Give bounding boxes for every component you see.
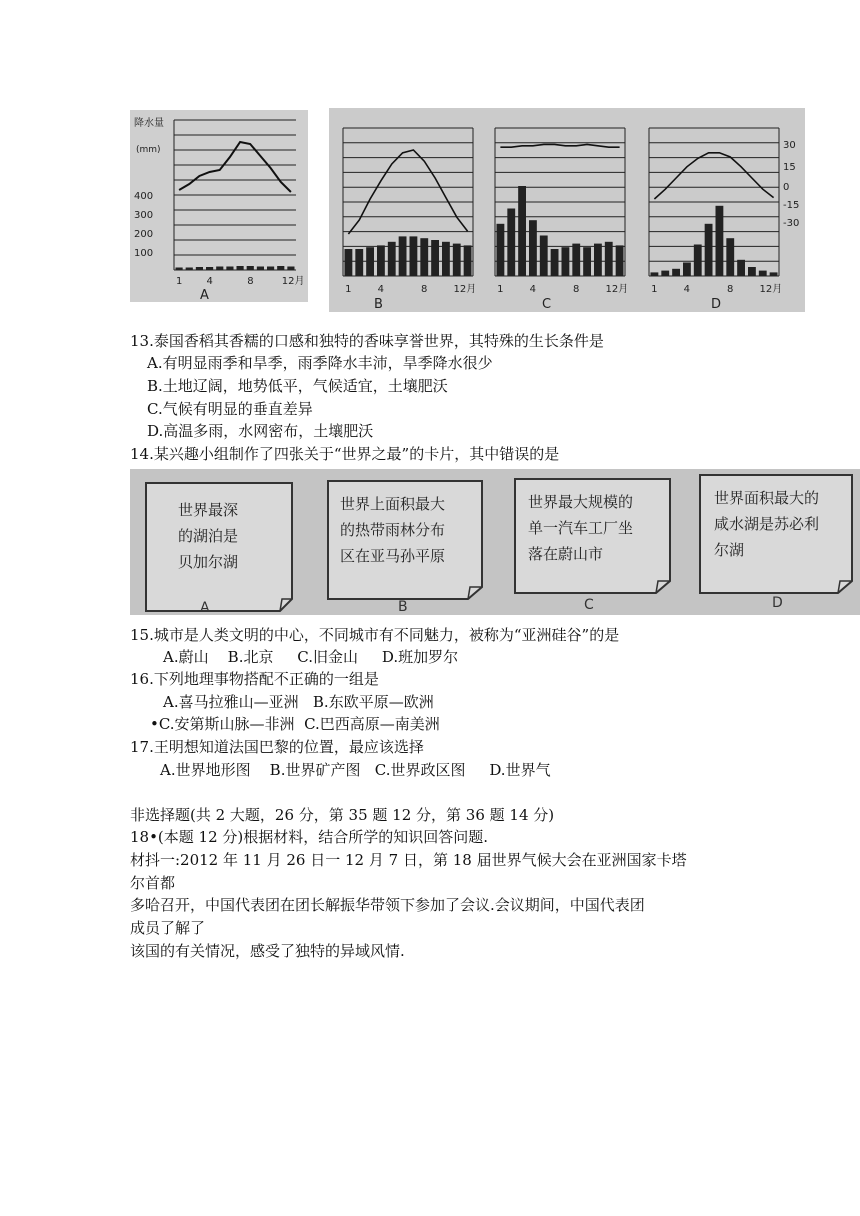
chart-b-precip-bar — [431, 240, 439, 276]
q18-material-line-1: 材抖一:2012 年 11 月 26 日一 12 月 7 日，第 18 届世界气候大会在亚洲国家卡塔 — [130, 851, 687, 869]
chart-d-right-ticks — [783, 140, 799, 229]
chart-d-label: D — [711, 297, 722, 312]
chart-d-precip-bar — [661, 271, 669, 276]
chart-c-precip-bar — [572, 244, 580, 276]
chart-b-precip-bar — [410, 236, 418, 276]
q13-option-a: A.有明显雨季和旱季，雨季降水丰沛，旱季降水很少 — [147, 354, 493, 372]
chart-a-label: A — [200, 288, 209, 302]
chart-d-temp-curve — [654, 153, 773, 199]
chart-d-precip-bar — [759, 271, 767, 276]
chart-d-precip-bar — [737, 260, 745, 276]
q18-stem: 18•(本题 12 分)根据材料，结合所学的知识回答问题. — [130, 828, 489, 846]
climate-chart-bcd — [329, 108, 805, 312]
chart-c-precip-bar — [583, 247, 591, 276]
chart-d-right-tick: 0 — [783, 182, 790, 193]
chart-a-precip-bars — [176, 266, 295, 270]
chart-c-precip-bar — [497, 224, 505, 276]
chart-a-precip-bar — [257, 267, 264, 271]
chart-d-right-tick: -15 — [783, 200, 800, 211]
chart-d-precip-bar — [770, 272, 778, 276]
q16-options-2: •C.安第斯山脉—非洲 C.巴西高原—南美洲 — [150, 715, 440, 733]
chart-a-precip-bar — [247, 266, 254, 270]
chart-d-right-tick: 15 — [783, 162, 796, 173]
card-d-line-1: 世界面积最大的 — [714, 489, 820, 507]
chart-a-precip-bar — [267, 267, 274, 271]
climate-chart-bcd-photo — [329, 108, 805, 312]
chart-c-precip-bar — [616, 245, 624, 276]
chart-a-precip-bar — [186, 268, 193, 271]
chart-d-x-tick: 8 — [727, 284, 734, 295]
q17-options: A.世界地形图 B.世界矿产图 C.世界政区图 D.世界气 — [160, 761, 551, 779]
chart-a-precip-bar — [216, 267, 223, 271]
chart-c-precip-bar — [551, 249, 559, 276]
card-b-label: B — [398, 599, 408, 615]
chart-d-precip-bar — [651, 272, 659, 276]
card-a-line-1: 世界最深 — [178, 501, 239, 519]
chart-a-y-tick: 400 — [134, 191, 154, 202]
chart-d-x-tick: 12月 — [759, 284, 783, 295]
card-a-label: A — [200, 600, 210, 615]
chart-a-x-tick: 8 — [247, 276, 254, 287]
q15-options: A.蔚山 B.北京 C.旧金山 D.班加罗尔 — [163, 648, 459, 666]
card-b — [328, 481, 482, 615]
chart-b-x-tick: 4 — [377, 284, 385, 295]
chart-d-precip-bar — [716, 206, 724, 276]
card-d-line-2: 咸水湖是苏必利 — [714, 515, 820, 533]
chart-b-precip-bar — [399, 236, 407, 276]
climate-chart-a — [130, 110, 308, 302]
chart-a-yunit: (mm) — [136, 145, 161, 155]
chart-c-x-tick: 12月 — [605, 284, 629, 295]
q18-material-line-3: 多哈召开，中国代表团在团长解振华带领下参加了会议.会议期间，中国代表团 — [130, 896, 645, 914]
chart-d-precip-bar — [726, 238, 734, 276]
card-b-line-1: 世界上面积最大 — [340, 495, 446, 513]
chart-a-x-ticks — [176, 275, 304, 287]
chart-c-temp-curve — [500, 144, 619, 147]
q15-stem: 15.城市是人类文明的中心，不同城市有不同魅力，被称为“亚洲硅谷”的是 — [130, 626, 620, 644]
chart-b-temp-curve — [348, 150, 467, 234]
chart-d-precip-bar — [672, 269, 680, 276]
chart-b-x-tick: 8 — [421, 284, 428, 295]
chart-a-precip-bar — [287, 267, 294, 271]
chart-a-precip-bar — [277, 266, 284, 270]
chart-b-precip-bar — [377, 245, 385, 276]
chart-c-precip-bar — [562, 247, 570, 276]
q16-options-1: A.喜马拉雅山—亚洲 B.东欧平原—欧洲 — [163, 693, 434, 711]
chart-d-right-tick: -30 — [783, 218, 800, 229]
chart-c-precip-bar — [529, 220, 537, 276]
section-heading: 非选择题(共 2 大题，26 分，第 35 题 12 分，第 36 题 14 分) — [130, 806, 555, 824]
chart-a-x-tick: 4 — [206, 276, 213, 287]
chart-a-precip-bar — [196, 267, 203, 270]
chart-a-ylabel: 降水量 — [134, 118, 164, 129]
chart-b-precip-bar — [420, 238, 428, 276]
chart-c-precip-bar — [518, 186, 526, 276]
chart-a-precip-bar — [176, 268, 183, 271]
chart-a-x-tick: 1 — [176, 276, 183, 287]
chart-b-precip-bar — [366, 247, 374, 276]
chart-d-x-tick: 1 — [651, 284, 658, 295]
chart-a-x-tick: 12月 — [281, 276, 305, 287]
card-a-line-2: 的湖泊是 — [178, 527, 239, 545]
chart-b-precip-bar — [388, 242, 396, 276]
chart-d-precip-bar — [748, 267, 756, 276]
chart-d-precip-bar — [694, 245, 702, 277]
climate-chart-a-photo — [130, 110, 308, 302]
chart-d-right-tick: 30 — [783, 140, 796, 151]
card-c-label: C — [584, 597, 594, 613]
q18-material-line-2: 尔首都 — [130, 874, 176, 892]
card-c-line-2: 单一汽车工厂坐 — [528, 519, 634, 537]
chart-b-precip-bar — [355, 249, 363, 276]
chart-c-x-tick: 4 — [529, 284, 537, 295]
q13-option-b: B.土地辽阔，地势低平，气候适宜，土壤肥沃 — [147, 377, 448, 395]
card-d-line-3: 尔湖 — [714, 541, 745, 559]
chart-c-precip-bar — [540, 236, 548, 277]
q16-stem: 16.下列地理事物搭配不正确的一组是 — [130, 670, 379, 688]
card-c-line-1: 世界最大规模的 — [528, 493, 634, 511]
chart-b-x-tick: 1 — [345, 284, 352, 295]
card-a-line-3: 贝加尔湖 — [178, 553, 239, 571]
chart-a-precip-bar — [226, 267, 233, 271]
chart-a-precip-bar — [206, 267, 213, 270]
card-c-line-3: 落在蔚山市 — [528, 545, 604, 563]
chart-c-x-tick: 1 — [497, 284, 504, 295]
chart-c-precip-bar — [507, 209, 515, 277]
q13-option-c: C.气候有明显的垂直差异 — [147, 400, 313, 418]
chart-c-x-tick: 8 — [573, 284, 580, 295]
chart-c — [495, 128, 628, 295]
chart-a-y-tick: 100 — [134, 248, 154, 259]
q18-material-line-4: 成员了解了 — [130, 919, 206, 937]
card-d-label: D — [772, 595, 783, 611]
q18-material-line-5: 该国的有关情况，感受了独特的异域风情. — [130, 942, 405, 960]
chart-c-precip-bar — [594, 244, 602, 276]
q14-stem: 14.某兴趣小组制作了四张关于“世界之最”的卡片，其中错误的是 — [130, 445, 560, 463]
chart-b — [343, 128, 476, 295]
chart-a-y-tick: 200 — [134, 229, 154, 240]
chart-d-precip-bar — [683, 263, 691, 277]
chart-a-precip-bar — [237, 266, 244, 270]
chart-a-grid — [174, 120, 296, 270]
chart-b-label: B — [374, 297, 383, 312]
chart-a-y-tick: 300 — [134, 210, 154, 221]
card-b-line-2: 的热带雨林分布 — [340, 521, 446, 539]
card-a — [146, 483, 292, 615]
q17-stem: 17.王明想知道法国巴黎的位置，最应该选择 — [130, 738, 424, 756]
card-c — [515, 479, 670, 613]
card-d — [700, 475, 852, 611]
chart-c-label: C — [542, 297, 552, 312]
chart-a-y-ticks — [134, 191, 153, 259]
chart-b-precip-bar — [345, 249, 353, 276]
q13-stem: 13.泰国香稻其香糯的口感和独特的香味享誉世界，其特殊的生长条件是 — [130, 332, 604, 350]
chart-c-precip-bar — [605, 242, 613, 276]
chart-b-precip-bar — [464, 245, 472, 276]
chart-b-precip-bar — [453, 244, 461, 276]
chart-b-x-tick: 12月 — [453, 284, 477, 295]
q14-cards — [130, 469, 860, 615]
chart-d-x-tick: 4 — [683, 284, 691, 295]
q14-cards-photo — [130, 469, 860, 615]
q13-option-d: D.高温多雨，水网密布，土壤肥沃 — [147, 422, 374, 440]
chart-b-precip-bar — [442, 242, 450, 276]
chart-d-precip-bar — [705, 224, 713, 276]
card-b-line-3: 区在亚马孙平原 — [340, 547, 446, 565]
chart-d — [649, 128, 782, 295]
